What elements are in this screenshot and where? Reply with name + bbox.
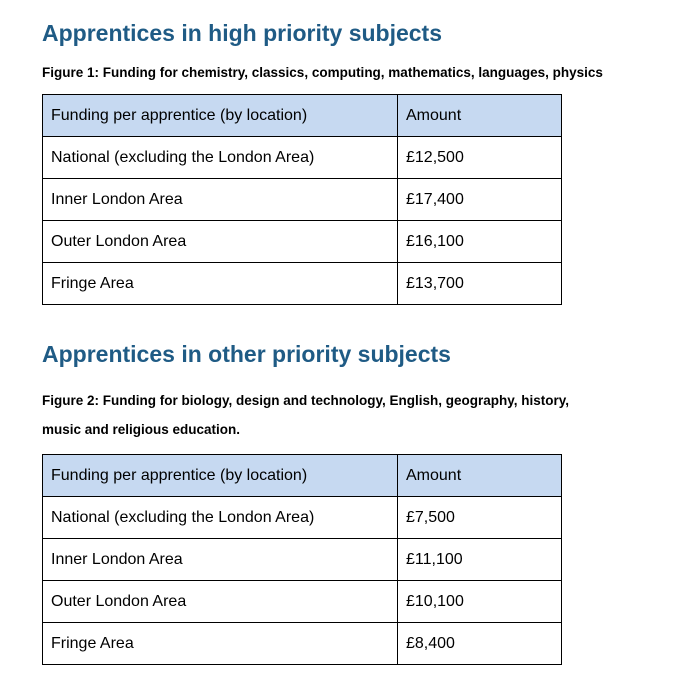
location-cell: Fringe Area [43, 263, 398, 305]
table-header-row [43, 455, 562, 497]
location-cell: Outer London Area [43, 221, 398, 263]
table-row [43, 581, 562, 623]
column-header-location: Funding per apprentice (by location) [43, 95, 398, 137]
amount-cell: £11,100 [398, 539, 562, 581]
amount-cell: £16,100 [398, 221, 562, 263]
funding-table-other-priority [42, 454, 562, 665]
table-row [43, 221, 562, 263]
column-header-amount: Amount [398, 455, 562, 497]
location-cell: Outer London Area [43, 581, 398, 623]
amount-cell: £17,400 [398, 179, 562, 221]
location-cell: Fringe Area [43, 623, 398, 665]
figure-1-caption: Figure 1: Funding for chemistry, classics, computing, mathematics, languages, physics [42, 65, 603, 80]
location-cell: Inner London Area [43, 179, 398, 221]
location-cell: Inner London Area [43, 539, 398, 581]
amount-cell: £13,700 [398, 263, 562, 305]
location-cell: National (excluding the London Area) [43, 497, 398, 539]
section-title-other-priority: Apprentices in other priority subjects [42, 341, 451, 367]
amount-cell: £7,500 [398, 497, 562, 539]
table-row [43, 179, 562, 221]
location-cell: National (excluding the London Area) [43, 137, 398, 179]
table-row [43, 497, 562, 539]
amount-cell: £8,400 [398, 623, 562, 665]
figure-2-caption: Figure 2: Funding for biology, design and technology, English, geography, history, music and religious education. [42, 393, 570, 437]
table-header-row [43, 95, 562, 137]
table-row [43, 137, 562, 179]
amount-cell: £12,500 [398, 137, 562, 179]
column-header-location: Funding per apprentice (by location) [43, 455, 398, 497]
funding-table-high-priority [42, 94, 562, 305]
table-row [43, 623, 562, 665]
table-row [43, 539, 562, 581]
amount-cell: £10,100 [398, 581, 562, 623]
section-title-high-priority: Apprentices in high priority subjects [42, 20, 443, 46]
table-row [43, 263, 562, 305]
column-header-amount: Amount [398, 95, 562, 137]
